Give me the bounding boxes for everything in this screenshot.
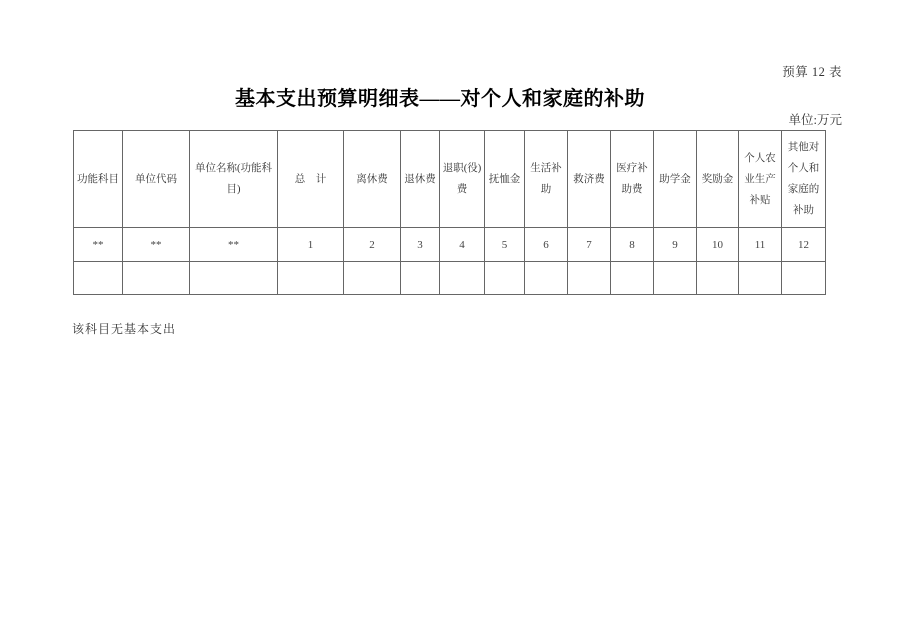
header-cell: 单位代码 — [123, 131, 190, 228]
empty-cell — [344, 262, 401, 295]
empty-cell — [485, 262, 525, 295]
empty-cell — [74, 262, 123, 295]
header-cell: 个人农业生产补贴 — [739, 131, 782, 228]
header-cell: 助学金 — [654, 131, 697, 228]
header-cell: 单位名称(功能科目) — [190, 131, 278, 228]
empty-cell — [697, 262, 739, 295]
code-cell: ** — [190, 228, 278, 262]
empty-cell — [739, 262, 782, 295]
header-cell: 救济费 — [568, 131, 611, 228]
empty-data-row — [74, 262, 826, 295]
code-cell: 6 — [525, 228, 568, 262]
header-cell: 离休费 — [344, 131, 401, 228]
column-code-row — [74, 228, 826, 262]
unit-label: 单位:万元 — [788, 113, 842, 127]
empty-cell — [654, 262, 697, 295]
header-cell: 总 计 — [278, 131, 344, 228]
code-cell: 5 — [485, 228, 525, 262]
code-cell: 1 — [278, 228, 344, 262]
header-cell: 其他对个人和家庭的补助 — [782, 131, 826, 228]
code-cell: 7 — [568, 228, 611, 262]
footnote: 该科目无基本支出 — [72, 322, 177, 336]
page-title: 基本支出预算明细表——对个人和家庭的补助 — [235, 88, 645, 110]
code-cell: 3 — [401, 228, 440, 262]
form-number-label: 预算 12 表 — [782, 65, 842, 79]
empty-cell — [123, 262, 190, 295]
code-cell: 4 — [440, 228, 485, 262]
code-cell: 12 — [782, 228, 826, 262]
empty-cell — [568, 262, 611, 295]
empty-cell — [782, 262, 826, 295]
header-cell: 抚恤金 — [485, 131, 525, 228]
header-cell: 退休费 — [401, 131, 440, 228]
code-cell: ** — [74, 228, 123, 262]
code-cell: 11 — [739, 228, 782, 262]
header-cell: 退职(役)费 — [440, 131, 485, 228]
code-cell: 9 — [654, 228, 697, 262]
empty-cell — [525, 262, 568, 295]
header-cell: 生活补助 — [525, 131, 568, 228]
code-cell: 2 — [344, 228, 401, 262]
header-cell: 医疗补助费 — [611, 131, 654, 228]
table-header-row — [74, 131, 826, 228]
code-cell: 10 — [697, 228, 739, 262]
empty-cell — [278, 262, 344, 295]
header-cell: 奖励金 — [697, 131, 739, 228]
code-cell: ** — [123, 228, 190, 262]
empty-cell — [440, 262, 485, 295]
budget-detail-table — [73, 130, 826, 295]
empty-cell — [190, 262, 278, 295]
empty-cell — [401, 262, 440, 295]
header-cell: 功能科目 — [74, 131, 123, 228]
empty-cell — [611, 262, 654, 295]
code-cell: 8 — [611, 228, 654, 262]
